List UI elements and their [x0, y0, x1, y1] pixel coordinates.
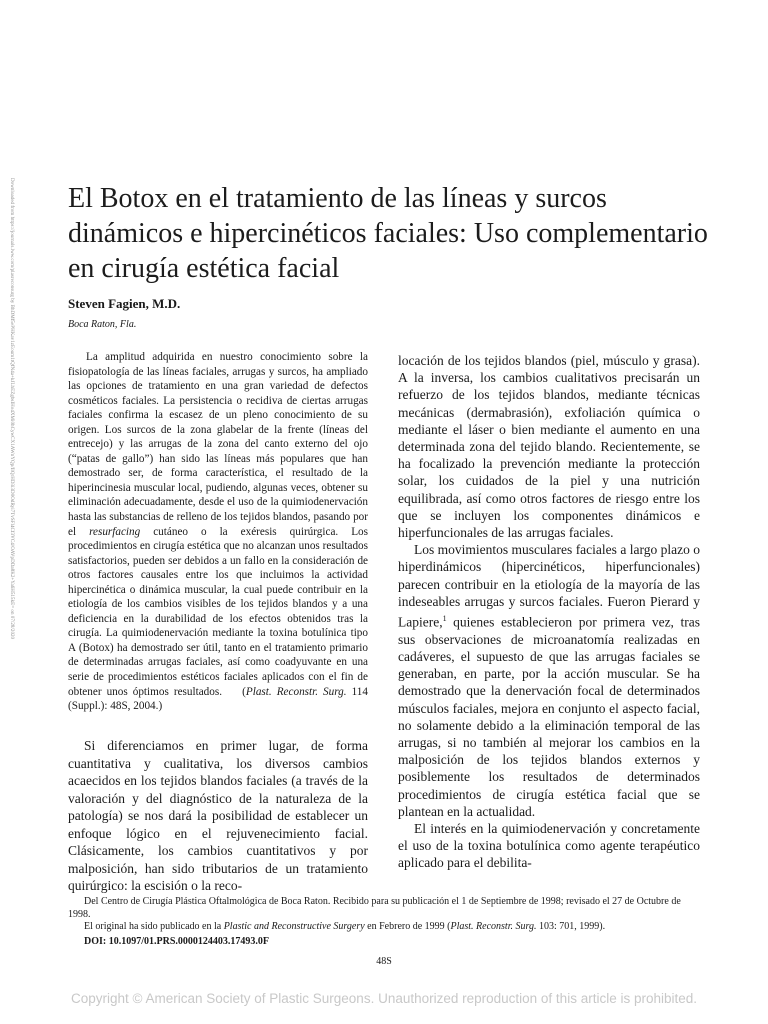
- doi[interactable]: DOI: 10.1097/01.PRS.0000124403.17493.0F: [84, 935, 269, 947]
- footnote-original-c: 103: 701, 1999).: [536, 921, 606, 932]
- footnote-journal: Plastic and Reconstructive Surgery: [223, 921, 365, 932]
- reference-superscript: 1: [442, 614, 447, 624]
- abstract-italic-term: resurfacing: [89, 525, 141, 538]
- body-paragraph-2-a: Los movimientos musculares faciales a largo plazo o hiperdinámicos (hipercinéticos, hiperfuncionales) parecen contribuir en la etiología de la mayoría de las indeseables arrugas y surcos faciales. Fueron Pierard y Lapiere,: [398, 542, 700, 630]
- page-number: 48S: [376, 956, 392, 967]
- body-paragraph-2: [398, 541, 700, 820]
- body-paragraph-3: El interés en la quimiodenervación y concretamente el uso de la toxina botulínica como agente terapéutico aplicado para el debilita-: [398, 820, 700, 871]
- abstract-text-a: La amplitud adquirida en nuestro conocimiento sobre la fisiopatología de las líneas faciales, arrugas y surcos, ha ampliado las opciones de tratamiento en una gran variedad de defectos cosméticos faciales. La persistencia o recidiva de ciertas arrugas faciales confirma la escasez de un pleno conocimiento de su origen. Los surcos de la zona glabelar de la frente (líneas del entrecejo) y las arrugas de la zona del canto externo del ojo (“patas de gallo”) han sido las líneas más populares que han demostrado ser, de forma característica, el resultado de la hiperincinesia muscular local, pudiendo, algunas veces, obtener su eliminación adecuadamente, desde el uso de la quimiodenervación hasta las substancias de relleno de los tejidos blandos, pasando por el: [68, 351, 368, 538]
- body-right-column: [398, 352, 700, 872]
- author-name: Steven Fagien, M.D.: [68, 296, 181, 311]
- footnotes: [68, 896, 700, 948]
- article-title: El Botox en el tratamiento de las líneas y surcos dinámicos e hipercinéticos faciales: Uso complementario en cirugía estética facial: [68, 183, 708, 284]
- abstract: La amplitud adquirida en nuestro conocimiento sobre la fisiopatología de las líneas faciales, arrugas y surcos, ha ampliado las opciones de tratamiento en una gran variedad de defectos cosméticos faciales. La persistencia o recidiva de ciertas arrugas faciales confirma la escasez de un pleno conocimiento de su origen. Los surcos de la zona glabelar de la frente (líneas del entrecejo) y las arrugas de la zona del canto externo del ojo (“patas de gallo”) han sido las líneas más populares que han demostrado ser, de forma característica, el resultado de la hiperincinesia muscular local, pudiendo, algunas veces, obtener su eliminación adecuadamente, desde el uso de la quimiodenervación hasta las substancias de relleno de los tejidos blandos, pasando por el resurfacing cutáneo o la exéresis quirúrgica. Los procedimientos en cirugía estética que no alcanzan unos resultados satisfactorios, pueden ser debidos a un fallo en la consideración de otros factores causales entre los que incluimos la actividad hipercinética o dinámica muscular, la cual puede contribuir en la etiología de los cambios visibles de los tejidos blandos y a una deficiencia en la durabilidad de los efectos obtenidos tras la cirugía. La quimiodenervación mediante la toxina botulínica tipo A (Botox) ha demostrado ser útil, tanto en el tratamiento primario de determinadas arrugas faciales, así como coadyuvante en una serie de procedimientos estéticos faciales aplicados con el fin de obtener unos óptimos resultados. (Plast. Reconstr. Surg. 114 (Suppl.): 48S, 2004.): [68, 351, 368, 713]
- footnote-received: Del Centro de Cirugía Plástica Oftalmológica de Boca Raton. Recibido para su publicación el 1 de Septiembre de 1998; revisado el 27 de Octubre de 1998.: [68, 896, 681, 920]
- footnote-original-b: en Febrero de 1999 (: [364, 921, 451, 932]
- copyright-notice: Copyright © American Society of Plastic Surgeons. Unauthorized reproduction of this article is prohibited.: [70, 991, 697, 1006]
- abstract-citation-journal: Plast. Reconstr. Surg.: [245, 685, 347, 698]
- abstract-text-b: cutáneo o la exéresis quirúrgica. Los procedimientos en cirugía estética que no alcanzan unos resultados satisfactorios, pueden ser debidos a un fallo en la consideración de otros factores causales entre los que incluimos la actividad hipercinética o dinámica muscular, la cual puede contribuir en la etiología de los cambios visibles de los tejidos blandos y a una deficiencia en la durabilidad de los efectos obtenidos tras la cirugía. La quimiodenervación mediante la toxina botulínica tipo A (Botox) ha demostrado ser útil, tanto en el tratamiento primario de determinadas arrugas faciales, así como coadyuvante en una serie de procedimientos estéticos faciales aplicados con el fin de obtener unos óptimos resultados.: [68, 525, 368, 698]
- author-affiliation: Boca Raton, Fla.: [68, 319, 137, 330]
- body-paragraph-1: locación de los tejidos blandos (piel, músculo y grasa). A la inversa, los cambios cualitativos precisarán un refuerzo de los tejidos blandos, mediante técnicas mecánicas (dermabrasión), exfoliación química o mediante el láser o bien mediante el aumento en una determinada zona del tejido blando. Recientemente, se ha focalizado la prevención mediante la protección solar, los cuidados de la piel y una nutrición equilibrada, así como otros factores de riesgo entre los que se incluyen los componentes dinámicos e hiperfuncionales de las arrugas faciales.: [398, 353, 700, 541]
- footnote-citation: Plast. Reconstr. Surg.: [450, 921, 537, 932]
- footnote-original: [68, 921, 700, 934]
- abstract-citation-details: 114 (Suppl.): 48S, 2004.): [68, 685, 368, 713]
- download-watermark-text: Downloaded from https://journals.lww.com/plasreconsurg by BhDMf5ePHKav1zEoum1tQfN4a+kJLhEZgbsIHo4XMi0hCywCX1AWnYQp/IlQrHD3i3D0OdRyi7TvSFl4Cf3VC4/OAVpDDa8K2+Ya6H515kE= on 07/28/2020: [9, 178, 14, 640]
- footnote-original-a: El original ha sido publicado en la: [84, 921, 224, 932]
- body-paragraph-2-b: quienes establecieron por primera vez, tras sus observaciones de microanatomía realizadas en cadáveres, el supuesto de que las arrugas faciales se generaban, en parte, por la acción muscular. Se ha demostrado que la denervación focal de determinados músculos faciales, mejora en conjunto el aspecto facial, no solamente debido a la eliminación temporal de las arrugas, si no también al mejorar los cambios en la malposición de los tejidos blandos externos y posiblemente los resultados de determinados procedimientos de cirugía estética facial que se plantean en la actualidad.: [398, 614, 700, 819]
- body-left-column: Si diferenciamos en primer lugar, de forma cuantitativa y cualitativa, los diversos cambios acaecidos en los tejidos blandos faciales (a través de la valoración y del diagnóstico de la naturaleza de la patología) se nos dará la posibilidad de establecer un enfoque lógico en el rejuvenecimiento facial. Clásicamente, los cambios cuantitativos y por malposición, han sido tributarios de un tratamiento quirúrgico: la escisión o la reco-: [68, 738, 368, 893]
- download-watermark: [6, 178, 28, 878]
